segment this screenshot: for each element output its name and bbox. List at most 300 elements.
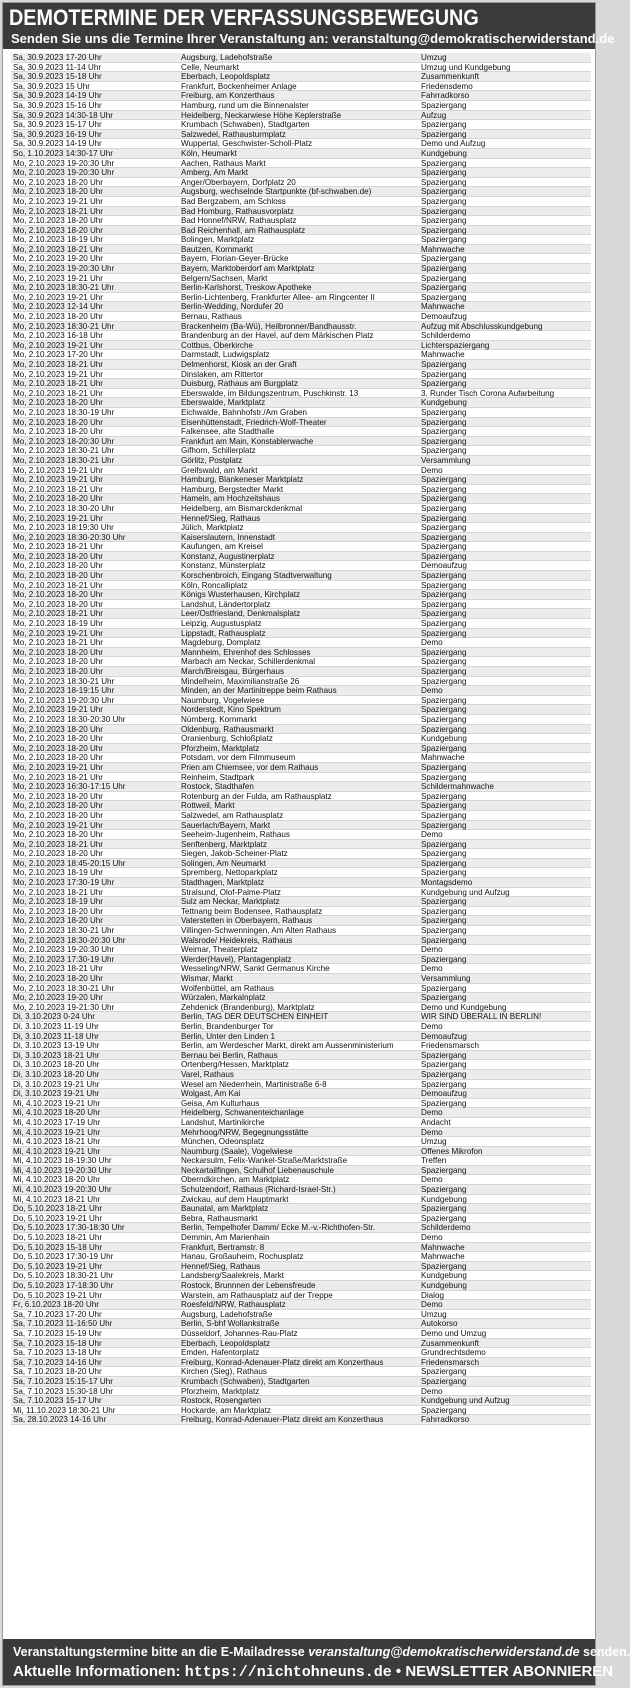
event-type: Spaziergang <box>421 523 467 533</box>
event-type: Spaziergang <box>421 369 467 379</box>
event-location: Berlin, Tempelhofer Damm/ Ecke M.-v.-Richthofen-Str. <box>181 1223 376 1233</box>
event-date: Sa, 30.9.2023 14-19 Uhr <box>13 139 102 149</box>
event-row <box>11 571 591 581</box>
header-banner <box>3 3 615 49</box>
newsletter-link[interactable]: NEWSLETTER ABONNIEREN <box>405 1663 614 1680</box>
event-date: Mo, 2.10.2023 18-21 Uhr <box>13 388 103 398</box>
event-location: Bad Honnef/NRW, Rathausplatz <box>181 216 297 226</box>
event-type: Spaziergang <box>421 628 467 638</box>
event-location: Delmenhorst, Kiosk an der Graft <box>181 360 297 369</box>
event-location: München, Odeonsplatz <box>181 1137 265 1147</box>
event-date: Do, 5.10.2023 15-18 Uhr <box>13 1242 103 1252</box>
event-date: Mo, 2.10.2023 19-20 Uhr <box>13 993 103 1003</box>
event-location: Kaufungen, am Kreisel <box>181 542 263 552</box>
event-row <box>11 1300 591 1310</box>
event-location: Emden, Hafentorplatz <box>181 1348 260 1358</box>
event-date: Do, 5.10.2023 18-21 Uhr <box>13 1204 103 1214</box>
event-row <box>11 111 591 121</box>
event-location: Varel, Rathaus <box>181 1069 234 1079</box>
event-row <box>11 341 591 351</box>
event-location: Frankfurt am Main, Konstablerwache <box>181 436 314 446</box>
event-row <box>11 1147 591 1157</box>
event-location: Minden, an der Martinitreppe beim Rathaus <box>181 686 337 696</box>
event-row <box>11 91 591 101</box>
event-date: Mo, 2.10.2023 18:30-21 Uhr <box>13 321 115 331</box>
event-date: Mo, 2.10.2023 19-21 Uhr <box>13 628 103 638</box>
event-date: Mo, 2.10.2023 18-20 Uhr <box>13 590 103 600</box>
event-date: Sa, 7.10.2023 15-17 Uhr <box>13 1396 102 1406</box>
event-location: Dinslaken, am Rittertor <box>181 369 264 379</box>
event-location: Krumbach (Schwaben), Stadtgarten <box>181 120 310 130</box>
event-type: Spaziergang <box>421 1204 467 1214</box>
event-location: Pforzheim, Marktplatz <box>181 743 260 753</box>
event-date: Sa, 30.9.2023 15-16 Uhr <box>13 100 102 110</box>
event-row <box>11 686 591 696</box>
event-location: Mehrhoog/NRW, Begegnungsstätte <box>181 1127 309 1137</box>
event-date: Sa, 30.9.2023 15-18 Uhr <box>13 72 102 82</box>
event-date: Mo, 2.10.2023 19-20:30 Uhr <box>13 945 115 955</box>
event-row <box>11 753 591 763</box>
event-row <box>11 916 591 926</box>
event-row <box>11 53 591 63</box>
event-table <box>11 53 591 1425</box>
event-location: Rostock, Stadthafen <box>181 782 254 792</box>
event-type: Spaziergang <box>421 494 467 504</box>
event-row <box>11 1003 591 1013</box>
event-type: Kundgebung <box>421 1271 467 1281</box>
event-row <box>11 1099 591 1109</box>
event-type: Spaziergang <box>421 158 467 168</box>
event-type: Demo <box>421 1108 443 1118</box>
event-location: Berlin, am Werdescher Markt, direkt am Aussenministerium <box>181 1041 394 1051</box>
event-row <box>11 897 591 907</box>
event-type: Umzug <box>421 1137 447 1147</box>
event-type: Spaziergang <box>421 1079 467 1089</box>
event-date: Mo, 2.10.2023 18-20 Uhr <box>13 830 103 840</box>
event-location: Naumburg, Vogelwiese <box>181 695 265 705</box>
event-location: Baunatal, am Marktplatz <box>181 1204 269 1214</box>
event-date: Mo, 2.10.2023 19-21 Uhr <box>13 465 103 475</box>
event-location: Wolfenbüttel, am Rathaus <box>181 983 274 993</box>
event-date: Sa, 30.9.2023 14-19 Uhr <box>13 91 102 101</box>
event-type: Spaziergang <box>421 196 467 206</box>
event-type: Spaziergang <box>421 360 467 369</box>
event-row <box>11 1367 591 1377</box>
event-type: Spaziergang <box>421 1165 467 1175</box>
event-type: Spaziergang <box>421 791 467 801</box>
event-type: Spaziergang <box>421 532 467 542</box>
event-date: Mi, 4.10.2023 18-20 Uhr <box>13 1108 101 1118</box>
event-type: Kundgebung und Aufzug <box>421 1396 510 1406</box>
event-type: Versammlung <box>421 455 471 465</box>
event-date: Mo, 2.10.2023 18-20 Uhr <box>13 810 103 820</box>
event-location: Mannheim, Ehrenhof des Schlosses <box>181 647 311 657</box>
event-date: Do, 5.10.2023 18:30-21 Uhr <box>13 1271 114 1281</box>
event-location: Prien am Chiemsee, vor dem Rathaus <box>181 762 319 772</box>
footer-submit-line <box>13 1643 630 1661</box>
event-type: Spaziergang <box>421 619 467 629</box>
event-date: Do, 5.10.2023 19-21 Uhr <box>13 1290 103 1300</box>
event-type: Friedensmarsch <box>421 1041 480 1051</box>
event-type: Spaziergang <box>421 177 467 187</box>
footer-website-link[interactable]: https://nichtohneuns.de <box>184 1664 392 1681</box>
event-date: Mo, 2.10.2023 18-20 Uhr <box>13 216 103 226</box>
event-location: Oranienburg, Schloßplatz <box>181 734 273 744</box>
event-location: Hennef/Sieg, Rathaus <box>181 1261 261 1271</box>
event-location: Berlin, S-bhf Wollankstraße <box>181 1319 280 1329</box>
event-location: Landsberg/Saalekreis, Markt <box>181 1271 285 1281</box>
event-type: Demo <box>421 1386 443 1396</box>
event-location: Sulz am Neckar, Marktplatz <box>181 897 280 907</box>
event-date: Mo, 2.10.2023 18-20 Uhr <box>13 312 103 322</box>
event-date: Mo, 2.10.2023 19-21 Uhr <box>13 820 103 830</box>
event-type: Spaziergang <box>421 705 467 715</box>
event-location: Köln, Roncalliplatz <box>181 580 248 590</box>
event-location: Bernau, Rathaus <box>181 312 242 322</box>
event-type: Spaziergang <box>421 590 467 600</box>
event-row <box>11 830 591 840</box>
event-type: Spaziergang <box>421 839 467 849</box>
event-type: Spaziergang <box>421 1376 467 1386</box>
event-location: Berlin-Wedding, Nordufer 20 <box>181 302 284 312</box>
event-location: March/Breisgau, Bürgerhaus <box>181 667 285 676</box>
event-row <box>11 312 591 322</box>
event-row <box>11 370 591 380</box>
event-type: Spaziergang <box>421 206 467 216</box>
page-title: DEMOTERMINE DER VERFASSUNGSBEWEGUNG <box>9 5 479 30</box>
event-date: Mo, 2.10.2023 18:19:30 Uhr <box>13 523 114 533</box>
event-date: Mo, 2.10.2023 19-21:30 Uhr <box>13 1002 115 1012</box>
event-location: Leer/Ostfriesland, Denkmalsplatz <box>181 609 301 619</box>
event-row <box>11 322 591 332</box>
event-type: Versammlung <box>421 974 471 983</box>
event-row <box>11 523 591 533</box>
event-type: Spaziergang <box>421 801 467 811</box>
event-type: Umzug <box>421 1309 447 1319</box>
event-location: Belgern/Sachsen, Markt <box>181 273 268 283</box>
event-date: Mo, 2.10.2023 18-21 Uhr <box>13 839 103 849</box>
event-date: Mo, 2.10.2023 19-21 Uhr <box>13 475 103 485</box>
event-type: Spaziergang <box>421 1367 467 1377</box>
event-date: Sa, 7.10.2023 17-20 Uhr <box>13 1309 102 1319</box>
event-date: Mo, 2.10.2023 18:30-20:30 Uhr <box>13 714 126 724</box>
event-location: Siegen, Jakob-Scheiner-Platz <box>181 849 288 859</box>
event-row <box>11 1223 591 1233</box>
event-location: Reinheim, Stadtpark <box>181 772 255 782</box>
event-row <box>11 600 591 610</box>
event-location: Hamburg, Blankeneser Marktplatz <box>181 475 304 485</box>
event-location: Seeheim-Jugenheim, Rathaus <box>181 830 290 840</box>
event-type: Spaziergang <box>421 1060 467 1070</box>
event-row <box>11 533 591 543</box>
event-row <box>11 101 591 111</box>
event-type: Spaziergang <box>421 407 467 417</box>
event-date: Sa, 28.10.2023 14-16 Uhr <box>13 1415 107 1425</box>
event-location: Kaiserslautern, Innenstadt <box>181 532 276 542</box>
event-type: Spaziergang <box>421 168 467 178</box>
event-row <box>11 1108 591 1118</box>
event-location: Bad Bergzabern, am Schloss <box>181 196 286 206</box>
event-location: Korschenbroich, Eingang Stadtverwaltung <box>181 571 332 581</box>
event-location: Potsdam, vor dem Filmmuseum <box>181 753 296 763</box>
event-row <box>11 1156 591 1166</box>
event-type: Friedensdemo <box>421 81 473 91</box>
event-row <box>11 283 591 293</box>
event-type: Spaziergang <box>421 1185 467 1195</box>
event-location: Schulzendorf, Rathaus (Richard-Israel-Str.) <box>181 1185 336 1195</box>
event-type: Kundgebung <box>421 734 467 744</box>
event-location: Brackenheim (Ba-Wü), Heilbronner/Bandhausstr. <box>181 321 357 331</box>
event-date: Di, 3.10.2023 0-24 Uhr <box>13 1012 95 1022</box>
event-location: Augsburg, Ladehofstraße <box>181 53 273 62</box>
event-date: Do, 5.10.2023 18-21 Uhr <box>13 1233 103 1243</box>
event-date: Mo, 2.10.2023 18-19 Uhr <box>13 235 103 245</box>
event-row <box>11 1166 591 1176</box>
event-type: Mahnwache <box>421 1242 465 1252</box>
event-row <box>11 1358 591 1368</box>
event-type: Demo <box>421 686 443 696</box>
event-type: Spaziergang <box>421 427 467 437</box>
event-row <box>11 1387 591 1397</box>
page-subtitle: Senden Sie uns die Termine Ihrer Veranstaltung an: veranstaltung@demokratischerwiderstand.de <box>11 31 615 46</box>
event-row <box>11 696 591 706</box>
event-date: Mi, 11.10.2023 18:30-21 Uhr <box>13 1405 116 1415</box>
event-type: Demo <box>421 1127 443 1137</box>
event-row <box>11 466 591 476</box>
event-type: Fahrradkorso <box>421 91 470 101</box>
event-row <box>11 638 591 648</box>
event-type: Spaziergang <box>421 724 467 734</box>
event-date: Mo, 2.10.2023 19-21 Uhr <box>13 292 103 302</box>
event-row <box>11 1175 591 1185</box>
event-type: Spaziergang <box>421 571 467 581</box>
event-row <box>11 168 591 178</box>
event-date: Mi, 4.10.2023 19-20:30 Uhr <box>13 1165 112 1175</box>
event-date: Mi, 4.10.2023 19-21 Uhr <box>13 1098 101 1108</box>
event-date: Mo, 2.10.2023 19-21 Uhr <box>13 705 103 715</box>
event-date: Mo, 2.10.2023 19-21 Uhr <box>13 369 103 379</box>
event-row <box>11 1022 591 1032</box>
event-type: Spaziergang <box>421 100 467 110</box>
event-date: Sa, 30.9.2023 15 Uhr <box>13 81 90 91</box>
event-date: Mo, 2.10.2023 18-20 Uhr <box>13 494 103 504</box>
event-type: Spaziergang <box>421 1405 467 1415</box>
event-date: Mo, 2.10.2023 18-21 Uhr <box>13 964 103 974</box>
event-date: Mi, 4.10.2023 19-20:30 Uhr <box>13 1185 112 1195</box>
event-row <box>11 849 591 859</box>
event-location: Freiburg, Konrad-Adenauer-Platz direkt am Konzerthaus <box>181 1415 384 1425</box>
bullet-separator: • <box>395 1663 402 1680</box>
event-row <box>11 542 591 552</box>
event-row <box>11 389 591 399</box>
footer-submit-text: Veranstaltungstermine bitte an die E-Mailadresse <box>13 1645 309 1659</box>
footer-info-line <box>13 1662 614 1682</box>
event-type: Spaziergang <box>421 897 467 907</box>
event-row <box>11 302 591 312</box>
event-location: Werder(Havel), Plantagenplatz <box>181 954 292 964</box>
event-type: Schildermahnwache <box>421 782 494 792</box>
event-date: Mo, 2.10.2023 19-21 Uhr <box>13 273 103 283</box>
event-row <box>11 293 591 303</box>
event-location: Wolgast, Am Kai <box>181 1089 241 1099</box>
event-date: Mi, 4.10.2023 18-20 Uhr <box>13 1175 101 1185</box>
event-type: Aufzug mit Abschlusskundgebung <box>421 321 543 331</box>
event-type: Montagsdemo <box>421 878 473 888</box>
event-row <box>11 955 591 965</box>
event-row <box>11 590 591 600</box>
event-date: Mi, 4.10.2023 19-21 Uhr <box>13 1127 101 1137</box>
event-type: Spaziergang <box>421 129 467 139</box>
event-type: Autokorso <box>421 1319 458 1329</box>
footer-email-link[interactable]: veranstaltung@demokratischerwiderstand.de <box>308 1645 580 1659</box>
event-row <box>11 926 591 936</box>
event-date: Mi, 4.10.2023 18-19:30 Uhr <box>13 1156 112 1166</box>
event-type: Spaziergang <box>421 695 467 705</box>
event-row <box>11 1137 591 1147</box>
event-location: Wesseling/NRW, Sankt Germanus Kirche <box>181 964 330 974</box>
event-type: Demo <box>421 945 443 955</box>
event-date: Mo, 2.10.2023 18:45-20:15 Uhr <box>13 858 126 868</box>
event-row <box>11 1118 591 1128</box>
event-row <box>11 1012 591 1022</box>
event-date: Do, 5.10.2023 17:30-19 Uhr <box>13 1252 114 1262</box>
event-date: Mo, 2.10.2023 18-20 Uhr <box>13 647 103 657</box>
event-row <box>11 1051 591 1061</box>
event-date: Mo, 2.10.2023 19-20:30 Uhr <box>13 264 115 274</box>
event-type: Demo und Aufzug <box>421 139 486 149</box>
event-date: Di, 3.10.2023 18-21 Uhr <box>13 1050 100 1060</box>
event-date: Mo, 2.10.2023 18-20 Uhr <box>13 916 103 926</box>
event-date: Mo, 2.10.2023 18:30-21 Uhr <box>13 283 115 293</box>
event-location: Tettnang beim Bodensee, Rathausplatz <box>181 906 323 916</box>
event-date: Mo, 2.10.2023 18:30-21 Uhr <box>13 983 115 993</box>
event-location: Hockarde, am Marktplatz <box>181 1405 271 1415</box>
event-date: Mo, 2.10.2023 18-19:15 Uhr <box>13 686 115 696</box>
event-location: Norderstedt, Kino Spektrum <box>181 705 281 715</box>
event-date: Mo, 2.10.2023 18:30-21 Uhr <box>13 926 115 936</box>
event-row <box>11 734 591 744</box>
event-date: Mo, 2.10.2023 18-21 Uhr <box>13 580 103 590</box>
event-type: Spaziergang <box>421 599 467 609</box>
event-location: Bebra, Rathausmarkt <box>181 1213 258 1223</box>
event-location: Falkensee, alte Stadthalle <box>181 427 275 437</box>
event-location: Marbach am Neckar, Schillerdenkmal <box>181 657 316 667</box>
event-type: Grundrechtsdemo <box>421 1348 486 1358</box>
event-location: Warstein, am Rathausplatz auf der Treppe <box>181 1290 333 1300</box>
event-type: Spaziergang <box>421 484 467 494</box>
event-date: Sa, 7.10.2023 15:15-17 Uhr <box>13 1376 113 1386</box>
event-row <box>11 705 591 715</box>
event-row <box>11 868 591 878</box>
event-location: Freiburg, Konrad-Adenauer-Platz direkt am Konzerthaus <box>181 1357 384 1367</box>
event-date: Fr, 6.10.2023 18-20 Uhr <box>13 1300 99 1310</box>
event-type: Spaziergang <box>421 983 467 993</box>
event-row <box>11 485 591 495</box>
event-location: Augsburg, wechselnde Startpunkte (bf-schwaben.de) <box>181 187 372 197</box>
event-date: Di, 3.10.2023 19-21 Uhr <box>13 1089 100 1099</box>
event-type: Spaziergang <box>421 647 467 657</box>
event-row <box>11 888 591 898</box>
event-type: Kundgebung <box>421 398 467 408</box>
event-type: Spaziergang <box>421 187 467 197</box>
event-row <box>11 274 591 284</box>
event-row <box>11 120 591 130</box>
event-row <box>11 677 591 687</box>
event-date: Sa, 30.9.2023 17-20 Uhr <box>13 53 102 62</box>
event-date: Di, 3.10.2023 18-20 Uhr <box>13 1069 100 1079</box>
event-location: Hanau, Großauheim, Rochusplatz <box>181 1252 304 1262</box>
event-location: Eichwalde, Bahnhofstr./Am Graben <box>181 407 307 417</box>
event-location: Hamburg, Bergstedter Markt <box>181 484 284 494</box>
event-location: Leipzig, Augustusplatz <box>181 619 262 629</box>
event-type: Spaziergang <box>421 1050 467 1060</box>
event-type: Spaziergang <box>421 235 467 245</box>
event-date: Mo, 2.10.2023 18:30-19 Uhr <box>13 407 115 417</box>
event-type: Demo <box>421 1175 443 1185</box>
event-date: Mo, 2.10.2023 18-21 Uhr <box>13 609 103 619</box>
event-location: Eberbach, Leopoldsplatz <box>181 1338 271 1348</box>
event-type: Spaziergang <box>421 926 467 936</box>
event-type: Demo <box>421 1021 443 1031</box>
event-location: Konstanz, Münsterplatz <box>181 561 266 571</box>
event-date: Mo, 2.10.2023 18-20 Uhr <box>13 571 103 581</box>
event-date: Mo, 2.10.2023 18-20 Uhr <box>13 561 103 571</box>
event-row <box>11 159 591 169</box>
event-type: Demo <box>421 964 443 974</box>
event-location: Celle, Neumarkt <box>181 62 240 72</box>
event-row <box>11 63 591 73</box>
event-location: Stralsund, Olof-Palme-Platz <box>181 887 281 897</box>
event-date: Mo, 2.10.2023 19-21 Uhr <box>13 340 103 350</box>
event-type: Spaziergang <box>421 283 467 293</box>
event-row <box>11 974 591 984</box>
event-type: Spaziergang <box>421 657 467 667</box>
event-row <box>11 811 591 821</box>
event-row <box>11 82 591 92</box>
event-row <box>11 398 591 408</box>
event-date: Mo, 2.10.2023 18-20:30 Uhr <box>13 436 115 446</box>
event-type: Spaziergang <box>421 743 467 753</box>
event-date: Mo, 2.10.2023 12-14 Uhr <box>13 302 103 312</box>
event-row <box>11 945 591 955</box>
event-date: Mo, 2.10.2023 16:30-17:15 Uhr <box>13 782 126 792</box>
event-type: Demoaufzug <box>421 312 467 322</box>
event-type: Spaziergang <box>421 379 467 389</box>
event-type: Schilderdemo <box>421 1223 471 1233</box>
event-type: Spaziergang <box>421 1213 467 1223</box>
event-date: Sa, 7.10.2023 15:30-18 Uhr <box>13 1386 113 1396</box>
event-date: Mo, 2.10.2023 18-20 Uhr <box>13 743 103 753</box>
event-date: So, 1.10.2023 14:30-17 Uhr <box>13 148 113 158</box>
event-type: Spaziergang <box>421 542 467 552</box>
event-type: Spaziergang <box>421 714 467 724</box>
event-row <box>11 1319 591 1329</box>
event-row <box>11 494 591 504</box>
event-type: Spaziergang <box>421 216 467 226</box>
event-row <box>11 1329 591 1339</box>
event-type: Spaziergang <box>421 1261 467 1271</box>
event-date: Mi, 4.10.2023 18-21 Uhr <box>13 1194 101 1204</box>
event-date: Mo, 2.10.2023 18-20 Uhr <box>13 801 103 811</box>
event-row <box>11 446 591 456</box>
event-date: Mo, 2.10.2023 18-20 Uhr <box>13 791 103 801</box>
footer-banner <box>3 1639 630 1685</box>
event-type: Spaziergang <box>421 849 467 859</box>
event-location: Hameln, am Hochzeitshaus <box>181 494 280 504</box>
event-row <box>11 1262 591 1272</box>
event-type: Spaziergang <box>421 667 467 676</box>
event-location: Brandenburg an der Havel, auf dem Märkischen Platz <box>181 331 374 341</box>
